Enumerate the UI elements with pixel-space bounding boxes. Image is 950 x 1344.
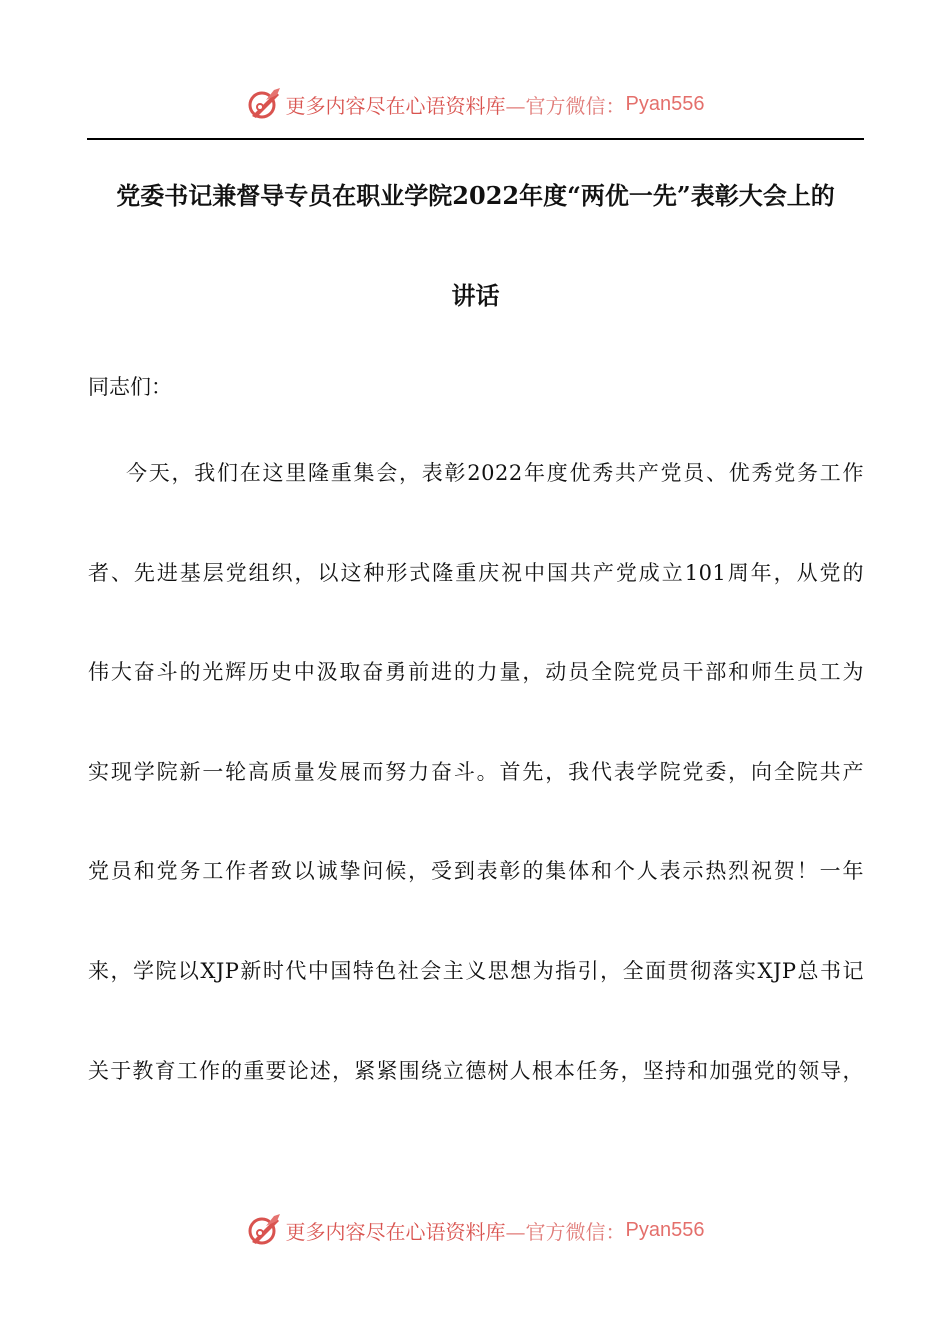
wechat-label: —官方微信： xyxy=(505,93,626,118)
body-line: 者、先进基层党组织，以这种形式隆重庆祝中国共产党成立101周年，从党的 xyxy=(88,561,864,585)
body-line: 今天，我们在这里隆重集会，表彰2022年度优秀共产党员、优秀党务工作 xyxy=(126,461,864,485)
wechat-label: —官方微信： xyxy=(505,1219,626,1244)
body-line: 实现学院新一轮高质量发展而努力奋斗。首先，我代表学院党委，向全院共产 xyxy=(88,760,864,784)
quill-logo-icon xyxy=(246,86,282,122)
footer-banner xyxy=(0,1210,950,1250)
document-title-line-1: 党委书记兼督导专员在职业学院2022年度“两优一先”表彰大会上的 xyxy=(116,181,835,210)
header-divider xyxy=(87,138,864,140)
wechat-id: Pyan556 xyxy=(625,1218,705,1241)
document-title-line-2: 讲话 xyxy=(451,281,500,310)
body-line: 来，学院以XJP新时代中国特色社会主义思想为指引，全面贯彻落实XJP总书记 xyxy=(88,959,864,983)
brand-name: 更多内容尽在心语资料库 xyxy=(285,1219,506,1244)
brand-name: 更多内容尽在心语资料库 xyxy=(285,93,506,118)
body-line: 关于教育工作的重要论述，紧紧围绕立德树人根本任务，坚持和加强党的领导， xyxy=(88,1059,864,1083)
body-line: 党员和党务工作者致以诚挚问候，受到表彰的集体和个人表示热烈祝贺！一年 xyxy=(88,859,864,883)
wechat-id: Pyan556 xyxy=(625,92,705,115)
header-banner xyxy=(0,84,950,124)
quill-logo-icon xyxy=(246,1212,282,1248)
salutation: 同志们： xyxy=(88,375,172,399)
body-line: 伟大奋斗的光辉历史中汲取奋勇前进的力量，动员全院党员干部和师生员工为 xyxy=(88,660,864,684)
